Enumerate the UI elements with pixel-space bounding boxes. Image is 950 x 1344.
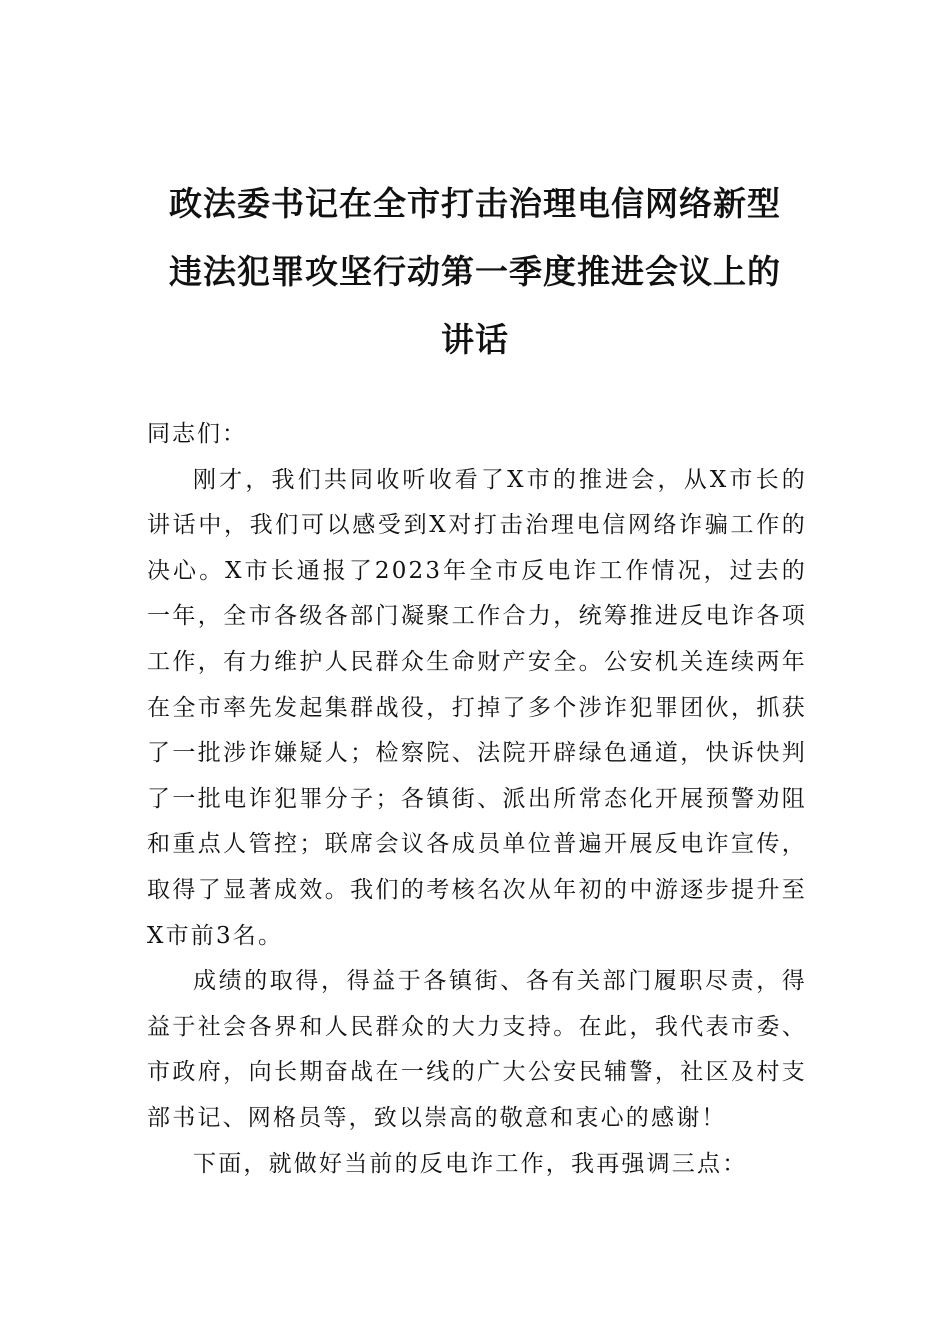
title-line-2: 违法犯罪攻坚行动第一季度推进会议上的	[169, 252, 781, 291]
title-line-1: 政法委书记在全市打击治理电信网络新型	[169, 184, 781, 223]
title-line-3: 讲话	[441, 320, 509, 359]
paragraph-2: 成绩的取得，得益于各镇街、各有关部门履职尽责，得益于社会各界和人民群众的大力支持。在此，我代表市委、市政府，向长期奋战在一线的广大公安民辅警，社区及村支部书记、网格员等，致以崇高的敬意和衷心的感谢！	[147, 968, 807, 1131]
paragraph-3: 下面，就做好当前的反电诈工作，我再强调三点：	[193, 1150, 748, 1177]
paragraph-1: 刚才，我们共同收听收看了X市的推进会，从X市长的讲话中，我们可以感受到X对打击治理电信网络诈骗工作的决心。X市长通报了2023年全市反电诈工作情况，过去的一年，全市各级各部门凝聚工作合力，统筹推进反电诈各项工作，有力维护人民群众生命财产安全。公安机关连续两年在全市率先发起集群战役，打掉了多个涉诈犯罪团伙，抓获了一批涉诈嫌疑人；检察院、法院开辟绿色通道，快诉快判了一批电诈犯罪分子；各镇街、派出所常态化开展预警劝阻和重点人管控；联席会议各成员单位普遍开展反电诈宣传，取得了显著成效。我们的考核名次从年初的中游逐步提升至X市前3名。	[147, 466, 807, 949]
document-title	[140, 170, 810, 374]
document-body	[147, 412, 807, 1187]
salutation: 同志们：	[147, 421, 247, 447]
